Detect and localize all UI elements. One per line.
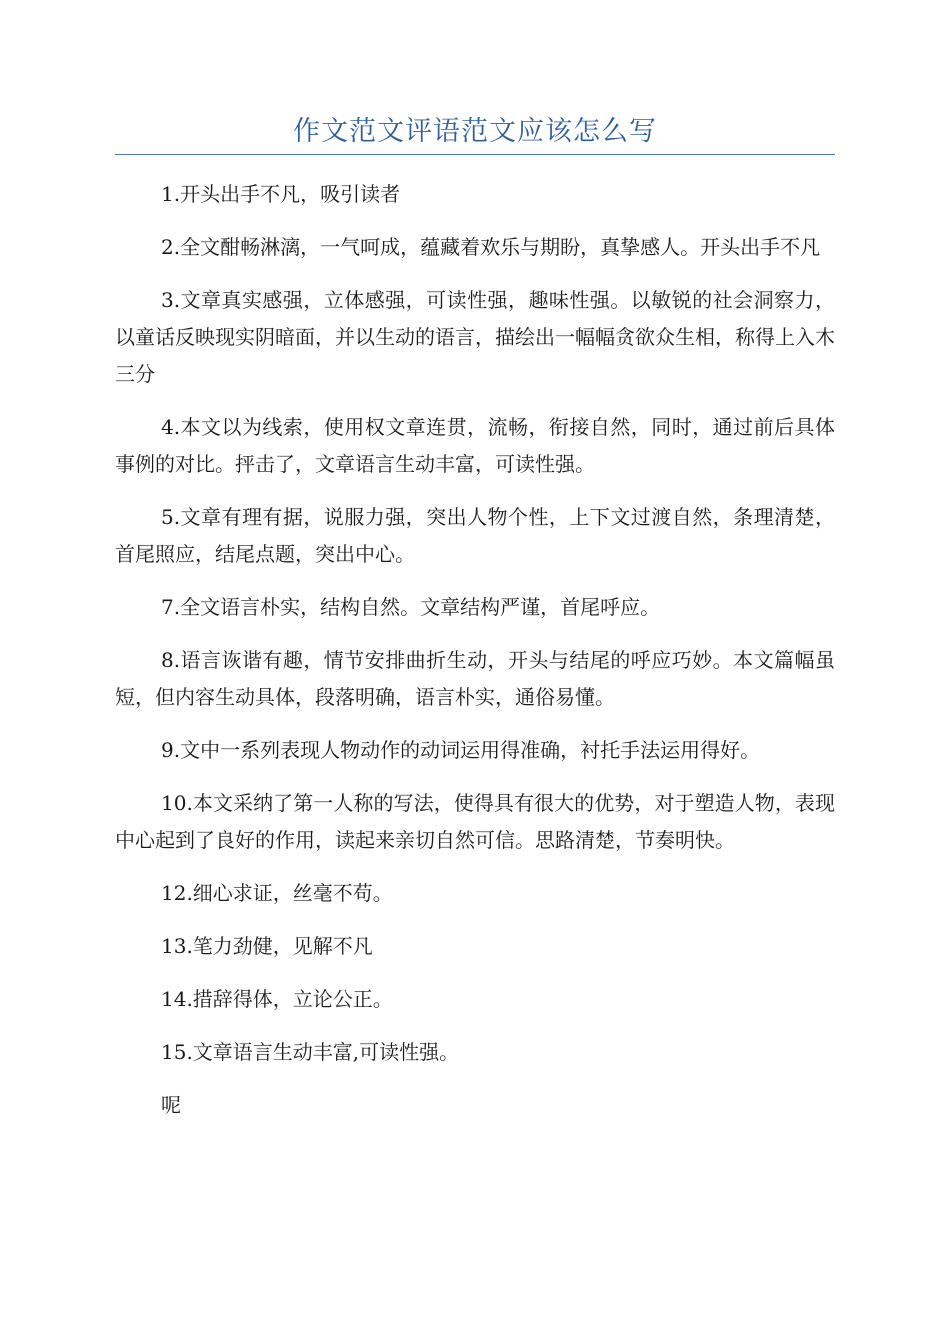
paragraph: 呢 [161,1093,181,1117]
paragraph: 3.文章真实感强，立体感强，可读性强，趣味性强。以敏锐的社会洞察力，以童话反映现实阴暗面，并以生动的语言，描绘出一幅幅贪欲众生相，称得上入木三分 [115,288,835,386]
title-underline [115,154,835,155]
paragraph: 14.措辞得体，立论公正。 [161,987,393,1011]
paragraph: 13.笔力劲健，见解不凡 [161,934,373,958]
paragraph: 7.全文语言朴实，结构自然。文章结构严谨，首尾呼应。 [161,595,661,619]
page-title: 作文范文评语范文应该怎么写 [293,116,657,147]
paragraph: 2.全文酣畅淋漓，一气呵成，蕴藏着欢乐与期盼，真挚感人。开头出手不凡 [161,235,821,259]
paragraph: 12.细心求证，丝毫不苟。 [161,881,393,905]
paragraph: 8.语言诙谐有趣，情节安排曲折生动，开头与结尾的呼应巧妙。本文篇幅虽短，但内容生动具体，段落明确，语言朴实，通俗易懂。 [115,648,835,709]
paragraph: 4.本文以为线索，使用权文章连贯，流畅，衔接自然，同时，通过前后具体事例的对比。抨击了，文章语言生动丰富，可读性强。 [115,415,835,476]
paragraph: 5.文章有理有据，说服力强，突出人物个性，上下文过渡自然，条理清楚，首尾照应，结尾点题，突出中心。 [115,505,835,566]
document-body [115,176,835,1140]
paragraph: 10.本文采纳了第一人称的写法，使得具有很大的优势，对于塑造人物，表现中心起到了良好的作用，读起来亲切自然可信。思路清楚，节奏明快。 [115,791,835,852]
paragraph: 15.文章语言生动丰富,可读性强。 [161,1040,460,1064]
paragraph: 9.文中一系列表现人物动作的动词运用得准确，衬托手法运用得好。 [161,738,761,762]
paragraph: 1.开头出手不凡，吸引读者 [161,182,401,206]
